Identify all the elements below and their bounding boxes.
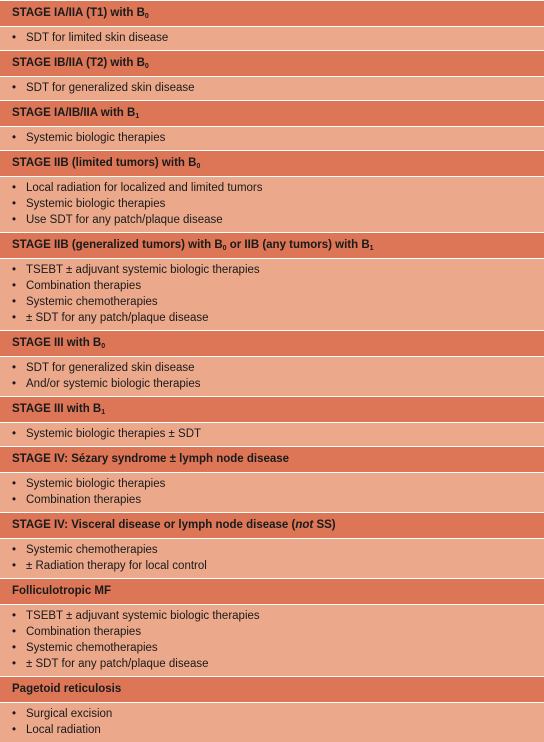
list-item-text: And/or systemic biologic therapies [26,378,201,390]
section-header [0,512,544,538]
bullet-icon: • [12,32,17,44]
section-header [0,446,544,472]
section-body [0,26,544,50]
section-title-part: STAGE IA/IIA (T1) with B [12,7,145,19]
list-item-text: Combination therapies [26,494,142,506]
list-item-text: SDT for generalized skin disease [26,362,195,374]
list-item [12,30,544,46]
bullet-icon: • [12,82,17,94]
section-title-part: STAGE III with B [12,337,102,349]
section-body [0,176,544,232]
section-title-part: 0 [101,343,106,350]
list-item-text: Systemic chemotherapies [26,296,158,308]
list-item [12,80,544,96]
section-title-part: STAGE III with B [12,403,102,415]
bullet-icon: • [12,642,17,654]
list-item-text: Systemic biologic therapies [26,198,166,210]
section-header [0,0,544,26]
bullet-icon: • [12,428,17,440]
section-body [0,538,544,578]
list-item-text: Systemic chemotherapies [26,642,158,654]
list-item-text: Systemic biologic therapies [26,478,166,490]
list-item [12,706,544,722]
bullet-icon: • [12,708,17,720]
section-title-part: STAGE IA/IB/IIA with B [12,107,136,119]
bullet-icon: • [12,544,17,556]
section-title-part: 0 [222,245,227,252]
bullet-icon: • [12,264,17,276]
bullet-icon: • [12,494,17,506]
list-item-text: Local radiation for localized and limited tumors [26,182,263,194]
list-item [12,278,544,294]
section-header [0,396,544,422]
section-body [0,258,544,330]
list-item [12,656,544,672]
list-item-text: TSEBT ± adjuvant systemic biologic therapies [26,610,260,622]
section-body [0,702,544,742]
bullet-icon: • [12,296,17,308]
bullet-icon: • [12,198,17,210]
section-title-part: 1 [101,409,106,416]
section-title-part: 1 [135,113,140,120]
section-body [0,126,544,150]
bullet-icon: • [12,560,17,572]
list-item-text: ± SDT for any patch/plaque disease [26,312,209,324]
list-item-text: Systemic biologic therapies [26,132,166,144]
list-item [12,558,544,574]
list-item [12,130,544,146]
bullet-icon: • [12,610,17,622]
list-item-text: Local radiation [26,724,101,736]
list-item [12,376,544,392]
section-header [0,50,544,76]
bullet-icon: • [12,658,17,670]
list-item [12,492,544,508]
list-item [12,360,544,376]
list-item-text: Combination therapies [26,626,142,638]
section-header [0,150,544,176]
list-item [12,196,544,212]
section-body [0,604,544,676]
bullet-icon: • [12,378,17,390]
list-item [12,262,544,278]
list-item-text: SDT for generalized skin disease [26,82,195,94]
list-item [12,476,544,492]
section-title-part: 0 [144,13,149,20]
list-item-text: SDT for limited skin disease [26,32,169,44]
bullet-icon: • [12,182,17,194]
section-title-part: not [295,519,314,531]
section-title-part: STAGE IV: Sézary syndrome ± lymph node disease [12,453,290,465]
bullet-icon: • [12,132,17,144]
section-title-part: 0 [196,163,201,170]
section-title-part: STAGE IIB (generalized tumors) with B [12,239,223,251]
section-header [0,578,544,604]
section-header [0,232,544,258]
bullet-icon: • [12,214,17,226]
bullet-icon: • [12,478,17,490]
section-title-part: 0 [144,63,149,70]
bullet-icon: • [12,724,17,736]
list-item [12,608,544,624]
list-item [12,640,544,656]
section-title-part: STAGE IB/IIA (T2) with B [12,57,145,69]
bullet-icon: • [12,362,17,374]
section-body [0,422,544,446]
list-item [12,722,544,738]
section-body [0,356,544,396]
section-title-part: SS) [313,519,336,531]
list-item-text: Combination therapies [26,280,142,292]
list-item [12,310,544,326]
list-item [12,624,544,640]
list-item-text: Surgical excision [26,708,113,720]
list-item [12,212,544,228]
section-body [0,76,544,100]
list-item [12,294,544,310]
bullet-icon: • [12,312,17,324]
list-item-text: ± Radiation therapy for local control [26,560,207,572]
section-header [0,676,544,702]
section-header [0,330,544,356]
bullet-icon: • [12,626,17,638]
list-item-text: Systemic chemotherapies [26,544,158,556]
list-item-text: TSEBT ± adjuvant systemic biologic therapies [26,264,260,276]
list-item [12,180,544,196]
list-item-text: ± SDT for any patch/plaque disease [26,658,209,670]
section-title-part: 1 [369,245,374,252]
section-title-part: Folliculotropic MF [12,585,112,597]
list-item-text: Use SDT for any patch/plaque disease [26,214,223,226]
list-item-text: Systemic biologic therapies ± SDT [26,428,202,440]
section-title-part: STAGE IV: Visceral disease or lymph node disease ( [12,519,296,531]
section-header [0,100,544,126]
section-title-part: STAGE IIB (limited tumors) with B [12,157,197,169]
section-title-part: Pagetoid reticulosis [12,683,122,695]
section-body [0,472,544,512]
bullet-icon: • [12,280,17,292]
section-title-part: or IIB (any tumors) with B [226,239,370,251]
list-item [12,542,544,558]
list-item [12,426,544,442]
